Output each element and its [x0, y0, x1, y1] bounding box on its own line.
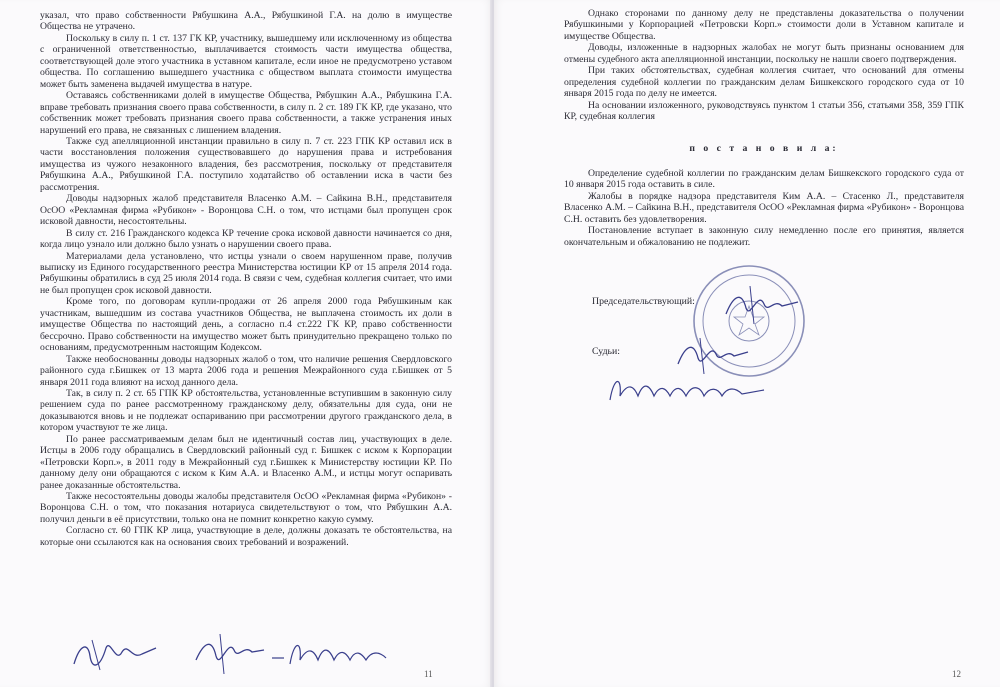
paragraph: Оставаясь собственниками долей в имуществе Общества, Рябушкин А.А., Рябушкина Г.А. вправе требовать признания своего права собственности, в силу п. 2 ст. 189 ГК КР, где указано, что собственник может требовать признания своего права собственности, а также устранения иных нарушений его права, не связанных с лишением владения.: [40, 90, 452, 136]
resolution-title: п о с т а н о в и л а:: [689, 142, 839, 154]
right-page-text: [564, 8, 964, 248]
page-number: 12: [952, 669, 961, 679]
paragraph: указал, что право собственности Рябушкина А.А., Рябушкиной Г.А. на долю в имуществе Общества не утрачено.: [40, 10, 452, 33]
paragraph: Также несостоятельны доводы жалобы представителя ОсОО «Рекламная фирма «Рубикон» - Воронцова С.Н. о том, что показания нотариуса свидетельствуют о том, что Рябушкин А.А. получил деньги в её присутствии, только она не помнит конкретно какую сумму.: [40, 491, 452, 525]
paragraph: Постановление вступает в законную силу немедленно после его принятия, является окончательным и обжалованию не подлежит.: [564, 225, 964, 248]
right-page: [494, 0, 1000, 687]
paragraph: Определение судебной коллегии по гражданским делам Бишкекского городского суда от 10 января 2015 года оставить в силе.: [564, 167, 964, 191]
paragraph: Также необоснованны доводы надзорных жалоб о том, что наличие решения Свердловского районного суда г.Бишкек от 13 марта 2006 года и решения Межрайонного суда г.Бишкек от 5 января 2011 года влияют на исход данного дела.: [40, 353, 452, 388]
judge-signature: [604, 368, 774, 408]
paragraph: Однако сторонами по данному делу не представлены доказательства о получении Рябушкиными у Корпорацией «Петровски Корп.» стоимости доли в Уставном капитале и имуществе Общества.: [564, 8, 964, 42]
paragraph: Также суд апелляционной инстанции правильно в силу п. 7 ст. 223 ГПК КР оставил иск в части восстановления положения существовавшего до нарушения права и истребования имущества из чужого незаконного владения, без рассмотрения, поскольку от представителя Рябушкина А.А., Рябушкиной Г.А. поступило ходатайство об оставлении иска в части без рассмотрения.: [40, 135, 452, 193]
judge-initials-signature: [70, 634, 160, 674]
paragraph: При таких обстоятельствах, судебная коллегия считает, что оснований для отмены определения судебной коллегии по гражданским делам Бишкекского городского суда от 10 января 2015 года по делу не имеется.: [564, 65, 964, 100]
paragraph: Кроме того, по договорам купли-продажи от 26 апреля 2000 года Рябушкиным как участникам, вышедшим из состава участников Общества, не выплачена стоимость их доли в имуществе Общества по настоящий день, а согласно п.4 ст.222 ГК КР, право собственности бессрочно. Право собственности на имущество может быть принудительно прекращено только по основаниям, предусмотренным настоящим Кодексом.: [40, 296, 452, 354]
paragraph: Материалами дела установлено, что истцы узнали о своем нарушенном праве, получив выписку из Единого государственного реестра Министерства юстиции КР от 15 апреля 2014 года. Рябушкины обратились в суд 25 июля 2014 года. В связи с чем, судебная коллегия считает, что ими не был пропущен срок исковой давности.: [40, 250, 452, 296]
page-number: 11: [424, 669, 433, 679]
paragraph: Жалобы в порядке надзора представителя Ким А.А. – Стасенко Л., представителя Власенко А.М. – Сайкина В.Н., представителя ОсОО «Рекламная фирма «Рубикон» - Воронцова С.Н. оставить без удовлетворения.: [564, 190, 964, 225]
paragraph: Согласно ст. 60 ГПК КР лица, участвующие в деле, должны доказать те обстоятельства, на которые они ссылаются как на основания своих требований и возражений.: [40, 525, 452, 548]
paragraph: На основании изложенного, руководствуясь пунктом 1 статьи 356, статьями 358, 359 ГПК КР, судебная коллегия: [564, 99, 964, 123]
paragraph: Доводы, изложенные в надзорных жалобах не могут быть признаны основанием для отмены судебного акта апелляционной инстанции, поскольку не нашли своего подтверждения.: [564, 42, 964, 65]
paragraph: По ранее рассматриваемым делам был не идентичный состав лиц, участвующих в деле. Истцы в 2006 году обращались в Свердловский районный суд г. Бишкек с иском к Корпорации «Петровски Корп.», в 2011 году в Межрайонный суд г.Бишкек к Министерству юстиции КР. По данному делу они обращаются с иском к Ким А.А. и Власенко А.М., и истцы могут оспаривать ранее доказанные обстоятельства.: [40, 433, 452, 491]
left-page: [0, 0, 492, 687]
paragraph: Доводы надзорных жалоб представителя Власенко А.М. – Сайкина В.Н., представителя ОсОО «Рекламная фирма «Рубикон» - Воронцова С.Н. о том, что истцами был пропущен срок исковой давности, несостоятельны.: [40, 193, 452, 228]
paragraph: Поскольку в силу п. 1 ст. 137 ГК КР, участнику, вышедшему или исключенному из общества с ограниченной ответственностью, выплачивается стоимость части имущества общества, соответствующей доле этого участника в уставном капитале, если иное не предусмотрено уставом общества. По соглашению вышедшего участника с обществом выплата стоимости имущества может быть заменена выдачей имущества в натуре.: [40, 32, 452, 90]
judge-signature: [190, 630, 400, 678]
chairman-signature: [722, 282, 802, 328]
chairman-label: Председательствующий:: [592, 296, 695, 307]
left-page-text: [40, 10, 452, 548]
paragraph: Так, в силу п. 2 ст. 65 ГПК КР обстоятельства, установленные вступившим в законную силу решением суда по ранее рассмотренному гражданскому делу, обязательны для суда, они не доказываются вновь и не подлежат оспариванию при рассмотрении другого гражданского дела, в котором участвуют те же лица.: [40, 387, 452, 434]
judges-label: Судьи:: [592, 346, 620, 357]
paragraph: В силу ст. 216 Гражданского кодекса КР течение срока исковой давности начинается со дня, когда лицо узнало или должно было узнать о нарушении своего права.: [40, 227, 452, 251]
